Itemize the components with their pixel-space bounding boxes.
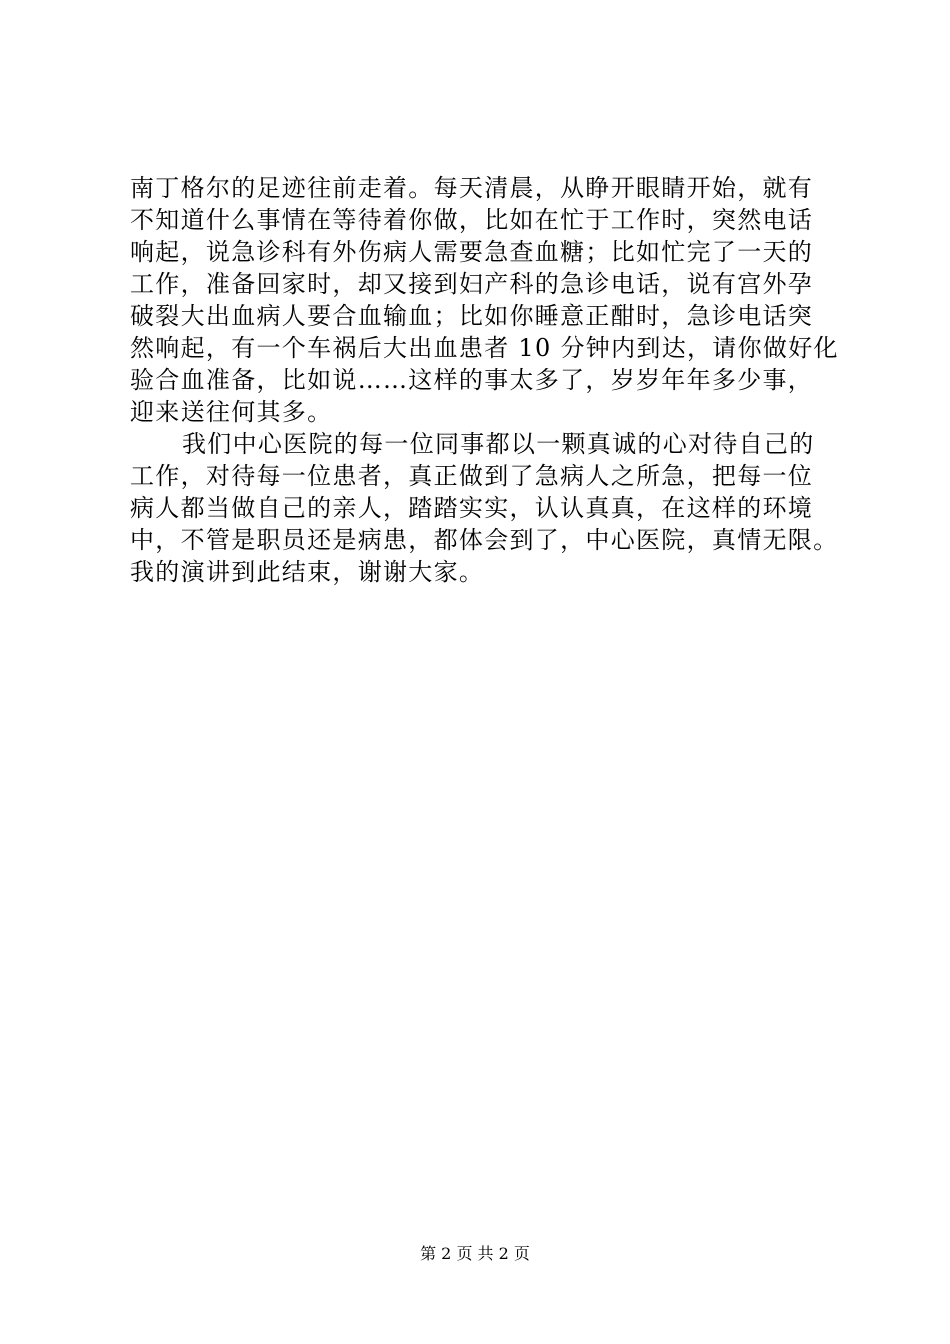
text-line: 然响起，有一个车祸后大出血患者 10 分钟内到达，请你做好化 <box>130 334 839 362</box>
document-body <box>130 172 842 588</box>
text-line: 破裂大出血病人要合血输血；比如你睡意正酣时，急诊电话突 <box>130 302 814 330</box>
text-line: 工作，准备回家时，却又接到妇产科的急诊电话，说有宫外孕 <box>130 270 814 298</box>
text-line: 验合血准备，比如说……这样的事太多了，岁岁年年多少事， <box>130 366 814 394</box>
paragraph-first-line: 我们中心医院的每一位同事都以一颗真诚的心对待自己的 <box>182 430 815 458</box>
text-line: 我的演讲到此结束，谢谢大家。 <box>130 558 485 586</box>
text-line: 迎来送往何其多。 <box>130 398 333 426</box>
text-line: 响起，说急诊科有外伤病人需要急查血糖；比如忙完了一天的 <box>130 238 814 266</box>
text-line: 工作，对待每一位患者，真正做到了急病人之所急，把每一位 <box>130 462 814 490</box>
page-number: 第 2 页 共 2 页 <box>420 1244 530 1263</box>
text-line: 南丁格尔的足迹往前走着。每天清晨，从睁开眼睛开始，就有 <box>130 174 814 202</box>
text-line: 不知道什么事情在等待着你做，比如在忙于工作时，突然电话 <box>130 206 814 234</box>
page-footer <box>0 1244 950 1264</box>
text-line: 中，不管是职员还是病患，都体会到了，中心医院，真情无限。 <box>130 526 839 554</box>
text-line: 病人都当做自己的亲人，踏踏实实，认认真真，在这样的环境 <box>130 494 814 522</box>
